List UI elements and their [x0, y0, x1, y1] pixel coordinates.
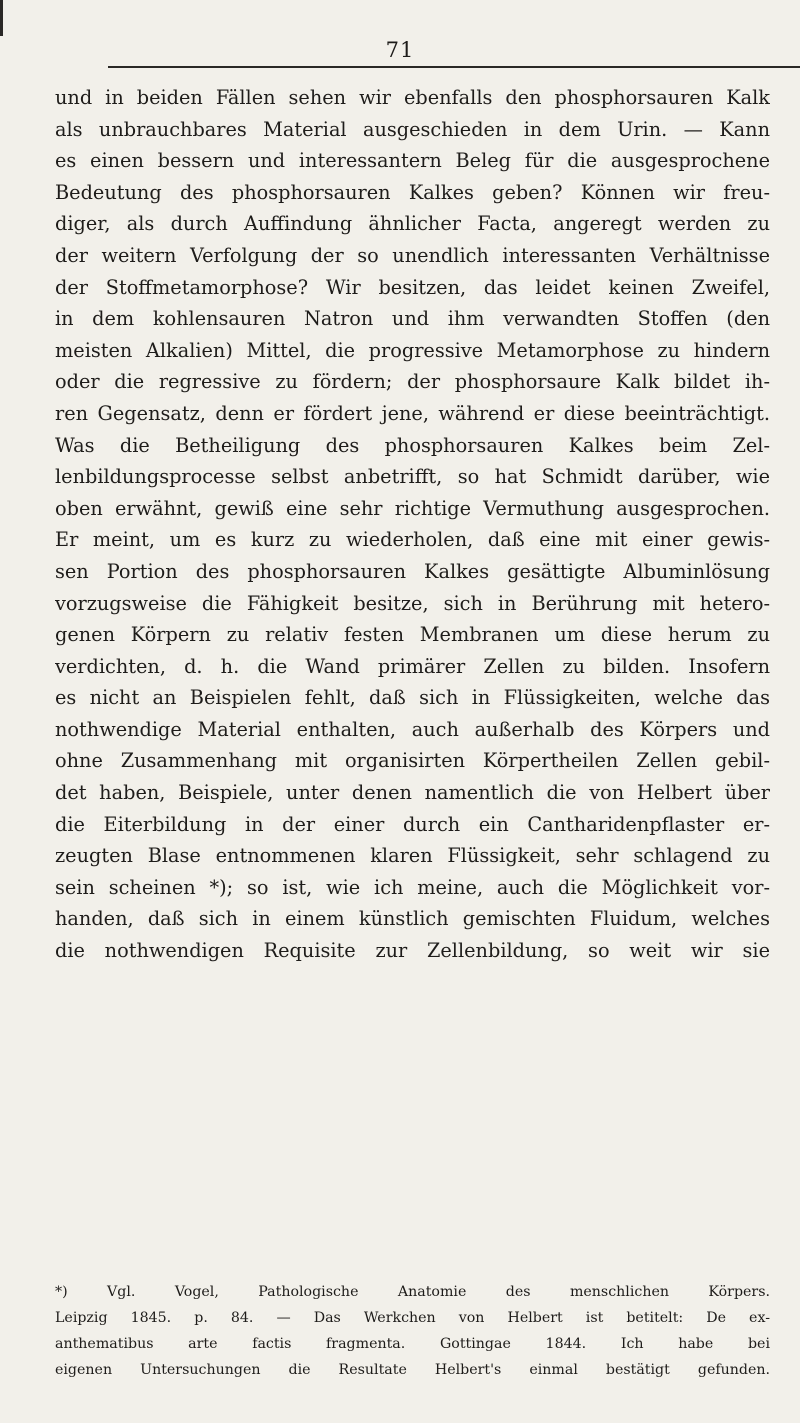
footnote [55, 1279, 770, 1383]
text-line: handen, daß sich in einem künstlich gemischten Fluidum, welches [55, 907, 770, 931]
text-line: zeugten Blase entnommenen klaren Flüssigkeit, sehr schlagend zu [55, 844, 770, 868]
text-line: Was die Betheiligung des phosphorsauren Kalkes beim Zel- [55, 433, 770, 457]
text-line: der Stoffmetamorphose? Wir besitzen, das leidet keinen Zweifel, [55, 275, 770, 299]
text-line: ren Gegensatz, denn er fördert jene, während er diese beeinträchtigt. [55, 401, 770, 425]
text-line: verdichten, d. h. die Wand primärer Zellen zu bilden. Insofern [55, 654, 770, 678]
text-line: die nothwendigen Requisite zur Zellenbildung, so weit wir sie [55, 939, 770, 963]
footnote-line: eigenen Untersuchungen die Resultate Helbert's einmal bestätigt gefunden. [55, 1362, 770, 1378]
text-line: nothwendige Material enthalten, auch außerhalb des Körpers und [55, 717, 770, 741]
text-line: der weitern Verfolgung der so unendlich interessanten Verhältnisse [55, 243, 770, 267]
footnote-line: Leipzig 1845. p. 84. — Das Werkchen von Helbert ist betitelt: De ex- [55, 1310, 770, 1326]
page-number: 71 [385, 38, 415, 62]
footnote-line: anthematibus arte factis fragmenta. Gottingae 1844. Ich habe bei [55, 1336, 770, 1352]
text-line: es nicht an Beispielen fehlt, daß sich in Flüssigkeiten, welche das [55, 686, 770, 710]
text-line: meisten Alkalien) Mittel, die progressive Metamorphose zu hindern [55, 338, 770, 362]
header-rule [108, 66, 800, 68]
text-line: diger, als durch Auffindung ähnlicher Facta, angeregt werden zu [55, 212, 770, 236]
footnote-line: *) Vgl. Vogel, Pathologische Anatomie des menschlichen Körpers. [55, 1284, 770, 1300]
text-line: Bedeutung des phosphorsauren Kalkes geben? Können wir freu- [55, 180, 770, 204]
text-line: sein scheinen *); so ist, wie ich meine, auch die Möglichkeit vor- [55, 875, 770, 899]
text-line: und in beiden Fällen sehen wir ebenfalls den phosphorsauren Kalk [55, 86, 770, 109]
text-line: oder die regressive zu fördern; der phosphorsaure Kalk bildet ih- [55, 370, 770, 394]
body-text [55, 82, 770, 967]
page-edge-mark [0, 0, 3, 36]
text-line: die Eiterbildung in der einer durch ein Cantharidenpflaster er- [55, 812, 770, 836]
text-line: lenbildungsprocesse selbst anbetrifft, so hat Schmidt darüber, wie [55, 465, 770, 489]
text-line: ohne Zusammenhang mit organisirten Körpertheilen Zellen gebil- [55, 749, 770, 773]
text-line: det haben, Beispiele, unter denen namentlich die von Helbert über [55, 781, 770, 805]
text-line: Er meint, um es kurz zu wiederholen, daß eine mit einer gewis- [55, 528, 770, 552]
text-line: genen Körpern zu relativ festen Membranen um diese herum zu [55, 623, 770, 647]
text-line: vorzugsweise die Fähigkeit besitze, sich in Berührung mit hetero- [55, 591, 770, 615]
text-line: sen Portion des phosphorsauren Kalkes gesättigte Albuminlösung [55, 559, 770, 583]
text-line: als unbrauchbares Material ausgeschieden in dem Urin. — Kann [55, 117, 770, 141]
text-line: es einen bessern und interessantern Beleg für die ausgesprochene [55, 149, 770, 173]
text-line: in dem kohlensauren Natron und ihm verwandten Stoffen (den [55, 307, 770, 331]
text-line: oben erwähnt, gewiß eine sehr richtige Vermuthung ausgesprochen. [55, 496, 770, 520]
